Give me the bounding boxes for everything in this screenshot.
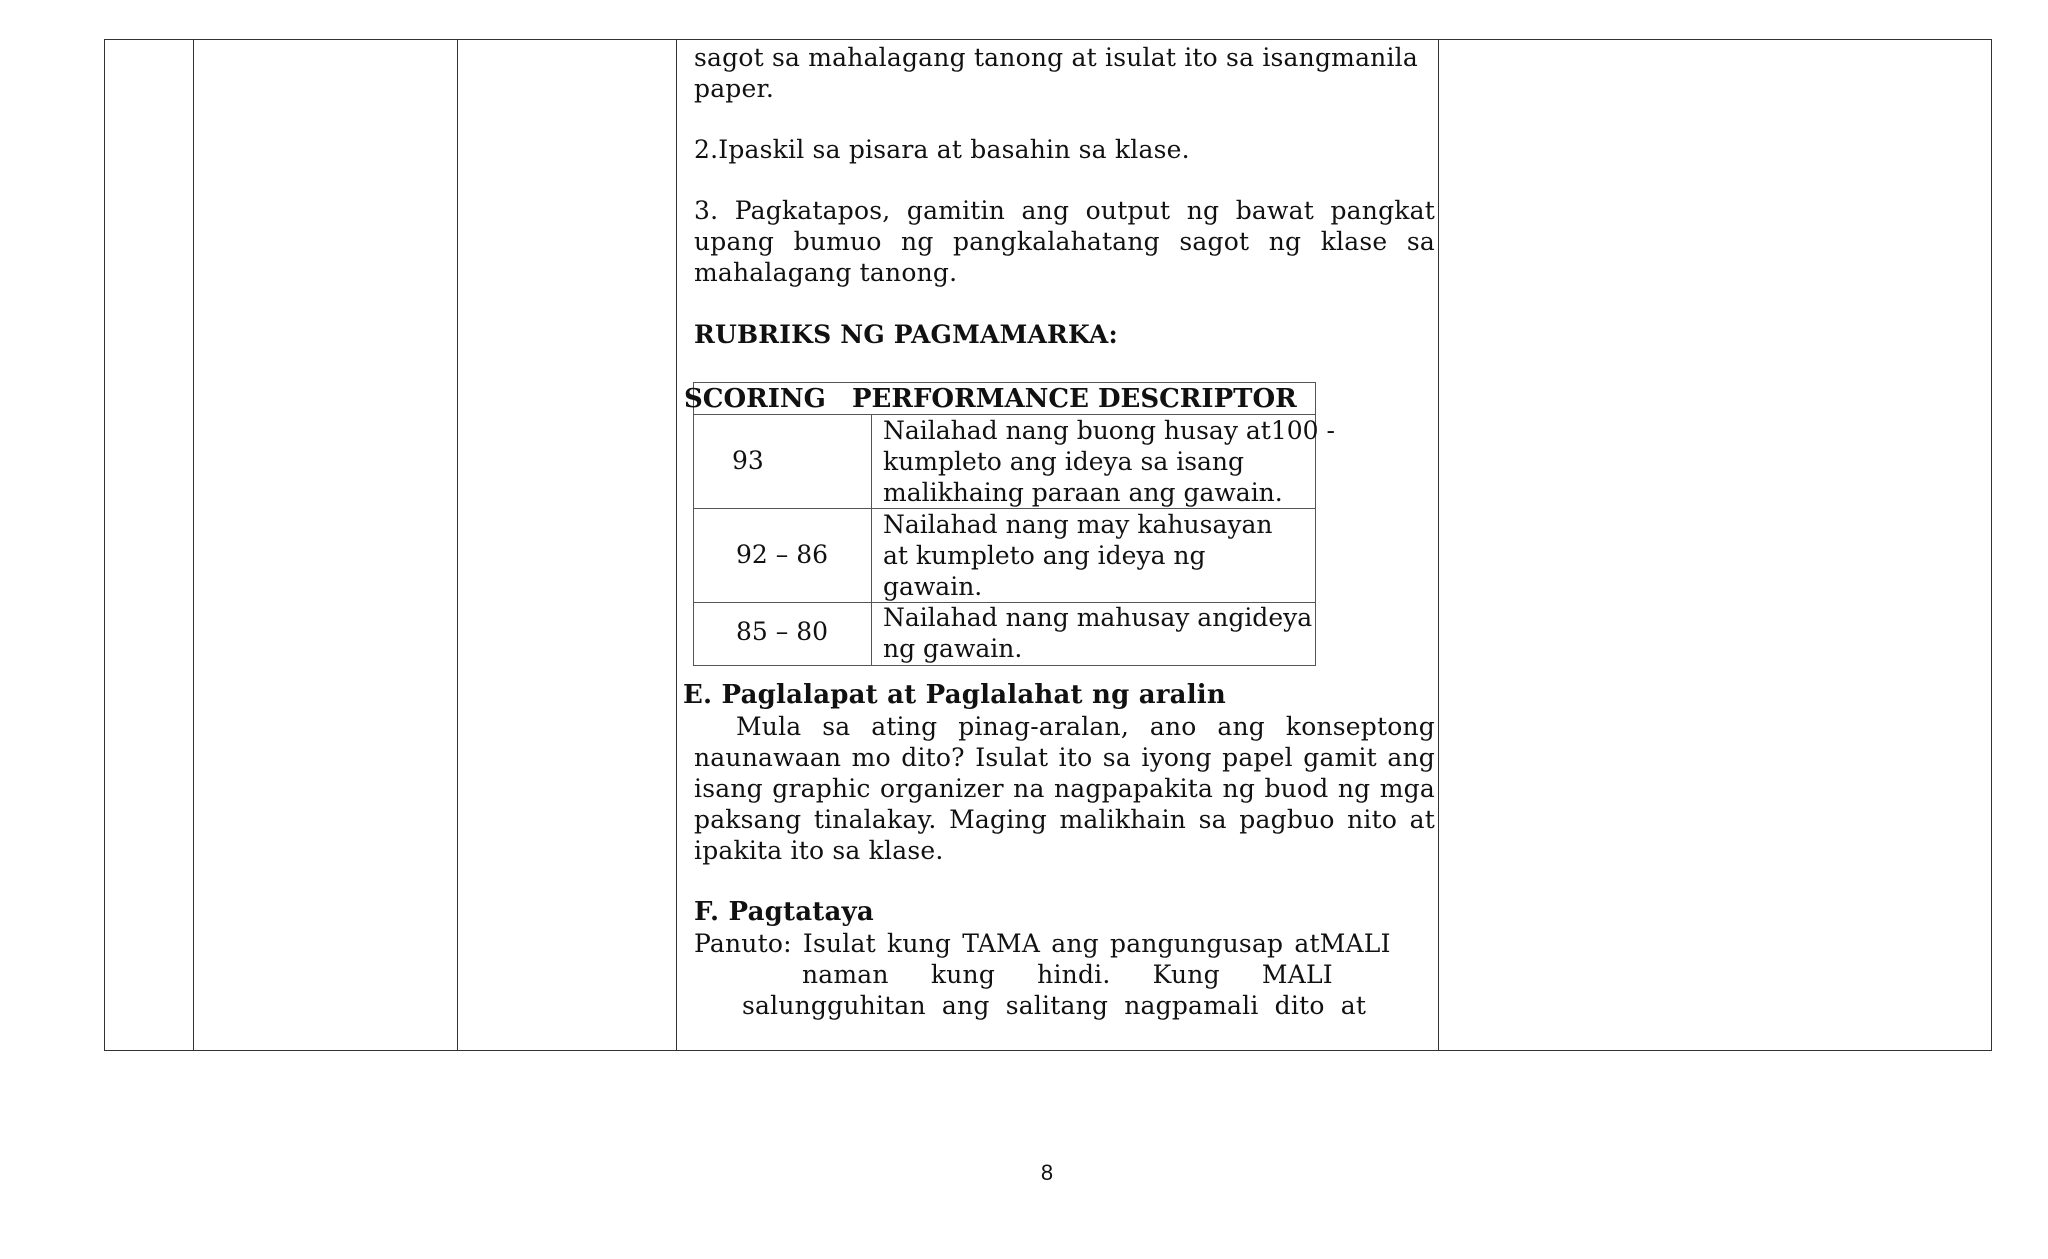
page-number: 8: [1040, 1160, 1054, 1185]
rubric-descriptor: [883, 509, 1343, 602]
rubric-header-scoring: SCORING: [684, 384, 826, 414]
rubric-descriptor-line: ng gawain.: [883, 634, 1023, 663]
intro-text: sagot sa mahalagang tanong at isulat ito sa isangmanila paper.: [694, 43, 1418, 103]
column-divider: [193, 40, 194, 1050]
lesson-plan-table: [104, 39, 1992, 1051]
rubric-descriptor: [883, 415, 1343, 508]
rubric-score: 92 – 86: [736, 540, 829, 569]
rubric-descriptor-line: malikhaing paraan ang gawain.: [883, 478, 1283, 507]
rubric-descriptor-line: kumpleto ang ideya sa isang: [883, 447, 1245, 476]
section-e-heading: E. Paglalapat at Paglalahat ng aralin: [683, 680, 1226, 710]
section-f-instruction: naman kung hindi. Kung MALI: [802, 960, 1333, 989]
section-f-instruction: Panuto: Isulat kung TAMA ang pangungusap atMALI: [694, 929, 1391, 958]
rubric-descriptor-line: Nailahad nang mahusay angideya: [883, 603, 1313, 632]
section-f-heading: F. Pagtataya: [694, 897, 874, 927]
column-divider: [676, 40, 677, 1050]
rubric-header-descriptor: PERFORMANCE DESCRIPTOR: [852, 384, 1297, 414]
rubric-descriptor: [883, 602, 1343, 664]
rubric-descriptor-line: at kumpleto ang ideya ng: [883, 541, 1206, 570]
step-2-text: 2.Ipaskil sa pisara at basahin sa klase.: [694, 135, 1190, 164]
section-e-body: Mula sa ating pinag-aralan, ano ang konseptong naunawaan mo dito? Isulat ito sa iyong papel gamit ang isang graphic organizer na nagpapakita ng buod ng mga paksang tinalakay. Maging malikhain sa pagbuo nito at ipakita ito sa klase.: [694, 712, 1435, 865]
section-f-instruction: salungguhitan ang salitang nagpamali dito at: [742, 991, 1367, 1020]
rubric-descriptor-line: Nailahad nang may kahusayan: [883, 510, 1273, 539]
procedure-column: [683, 40, 1445, 1052]
rubric-descriptor-line: gawain.: [883, 572, 983, 601]
step-3-text: 3. Pagkatapos, gamitin ang output ng bawat pangkat upang bumuo ng pangkalahatang sagot ng klase sa mahalagang tanong.: [694, 196, 1435, 287]
rubric-table: [684, 382, 1335, 666]
column-divider: [457, 40, 458, 1050]
rubric-score: 93: [732, 446, 764, 475]
rubric-score: 85 – 80: [736, 617, 829, 646]
rubric-descriptor-line: Nailahad nang buong husay at100 -: [883, 416, 1335, 445]
rubric-heading: RUBRIKS NG PAGMAMARKA:: [694, 320, 1118, 349]
